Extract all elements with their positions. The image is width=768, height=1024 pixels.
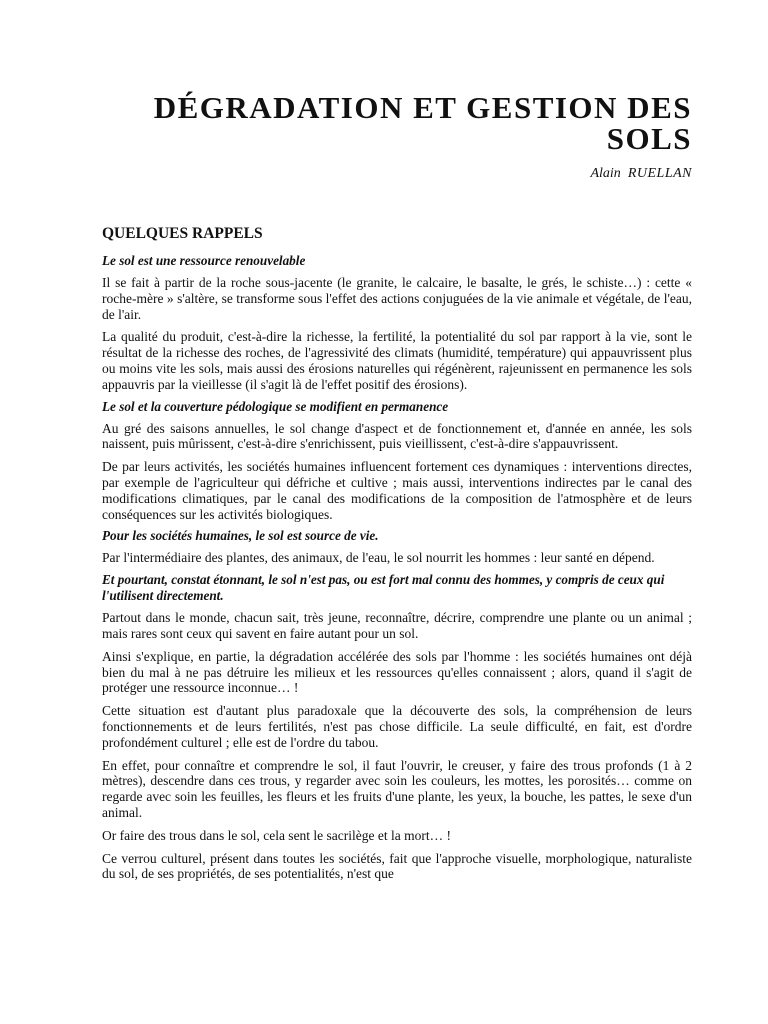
body-paragraph: La qualité du produit, c'est-à-dire la richesse, la fertilité, la potentialité du sol par rapport à la vie, sont le résultat de la richesse des roches, de l'agressivité des climats (humidité, température) qui appauvrissent plus ou moins vite les sols, mais aussi des érosions naturelles qui régénèrent, rajeunissent en permanence les sols appauvris par la vieillesse (il s'agit là de l'effet positif des érosions). <box>102 329 692 392</box>
article-body <box>102 253 692 882</box>
author-byline <box>102 166 692 182</box>
author-first-name: Alain <box>590 166 621 181</box>
subsection-heading: Et pourtant, constat étonnant, le sol n'est pas, ou est fort mal connu des hommes, y compris de ceux qui l'utilisent directement. <box>102 572 665 604</box>
subsection-heading: Le sol et la couverture pédologique se modifient en permanence <box>102 398 449 414</box>
body-paragraph: Au gré des saisons annuelles, le sol change d'aspect et de fonctionnement et, d'année en année, les sols naissent, puis mûrissent, c'est-à-dire s'enrichissent, puis vieillissent, c'est-à-dire s'appauvrissent. <box>102 420 692 452</box>
body-paragraph: Par l'intermédiaire des plantes, des animaux, de l'eau, le sol nourrit les hommes : leur santé en dépend. <box>102 550 655 566</box>
body-paragraph: De par leurs activités, les sociétés humaines influencent fortement ces dynamiques : interventions directes, par exemple de l'agriculteur qui défriche et cultive ; mais aussi, interventions indirectes par le canal des modifications climatiques, par le canal des modifications de la composition de l'atmosphère et de leurs conséquences sur les activités biologiques. <box>102 459 692 522</box>
document-page <box>102 0 692 882</box>
body-paragraph: Or faire des trous dans le sol, cela sent le sacrilège et la mort… ! <box>102 827 451 843</box>
article-title <box>102 92 692 154</box>
section-heading: QUELQUES RAPPELS <box>102 225 263 242</box>
author-last-name: RUELLAN <box>627 166 692 181</box>
title-line-2: SOLS <box>606 121 692 156</box>
body-paragraph: Partout dans le monde, chacun sait, très jeune, reconnaître, décrire, comprendre une plante ou un animal ; mais rares sont ceux qui savent en faire autant pour un sol. <box>102 610 692 641</box>
body-paragraph: Il se fait à partir de la roche sous-jacente (le granite, le calcaire, le basalte, le grés, le schiste…) : cette « roche-mère » s'altère, se transforme sous l'effet des actions conjuguées de la vie animale et végétale, de l'eau, de l'air. <box>102 275 692 322</box>
body-paragraph: Cette situation est d'autant plus paradoxale que la découverte des sols, la compréhension de leurs fonctionnements et de leurs fertilités, n'est pas chose difficile. La seule difficulté, en fait, est d'ordre profondément culturel ; elle est de l'ordre du tabou. <box>102 703 692 750</box>
subsection-heading: Pour les sociétés humaines, le sol est source de vie. <box>102 528 379 544</box>
title-line-1: DÉGRADATION ET GESTION DES <box>153 90 692 125</box>
body-paragraph: Ce verrou culturel, présent dans toutes les sociétés, fait que l'approche visuelle, morphologique, naturaliste du sol, de ses propriétés, de ses potentialités, n'est que <box>102 850 692 882</box>
subsection-heading: Le sol est une ressource renouvelable <box>102 253 306 268</box>
body-paragraph: En effet, pour connaître et comprendre le sol, il faut l'ouvrir, le creuser, y faire des trous profonds (1 à 2 mètres), descendre dans ces trous, y regarder avec soin les couleurs, les mottes, les porosités… comme on regarde avec soin les feuilles, les fleurs et les fruits d'une plante, les yeux, la bouche, les pattes, le sexe d'un animal. <box>102 757 692 820</box>
body-paragraph: Ainsi s'explique, en partie, la dégradation accélérée des sols par l'homme : les sociétés humaines ont déjà bien du mal à ne pas détruire les milieux et les ressources qu'elles connaissent ; alors, quand il s'agit de protéger une ressource inconnue… ! <box>102 648 692 696</box>
